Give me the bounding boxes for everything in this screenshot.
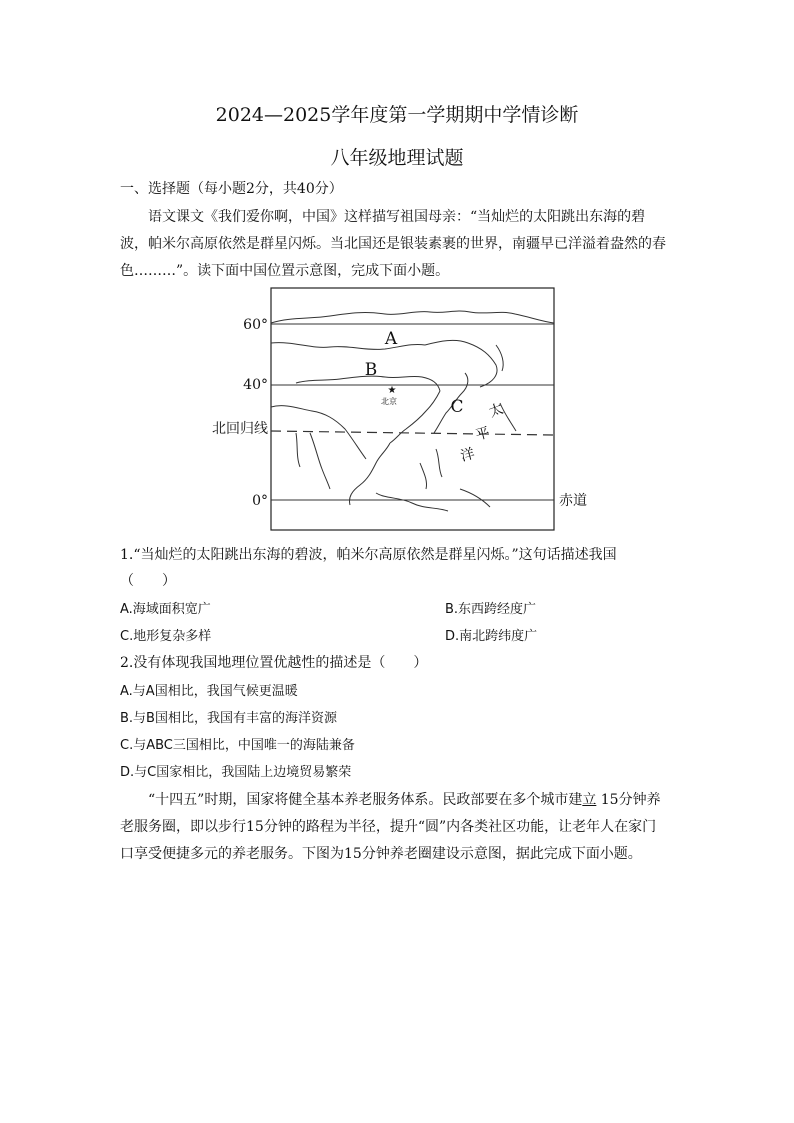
section-heading: 一、选择题（每小题2分，共40分） xyxy=(120,181,343,197)
q1-blank: （ ） xyxy=(120,573,176,589)
passage2-line1-underlined: 立 xyxy=(582,792,597,808)
capital-star-icon: ★ xyxy=(387,385,397,396)
region-c-label: C xyxy=(450,397,464,417)
passage1-line3: 色………”。读下面中国位置示意图，完成下面小题。 xyxy=(120,263,450,279)
ocean-label-1: 太 xyxy=(486,400,506,421)
passage1-line1: 语文课文《我们爱你啊，中国》这样描写祖国母亲：“当灿烂的太阳跳出东海的碧 xyxy=(148,209,646,225)
q2-option-d[interactable]: D.与C国家相比，我国陆上边境贸易繁荣 xyxy=(120,765,352,780)
passage2-line1 xyxy=(148,789,661,809)
ocean-label-2: 平 xyxy=(473,424,492,444)
q2-stem: 2.没有体现我国地理位置优越性的描述是（ ） xyxy=(120,655,428,671)
q2-option-b[interactable]: B.与B国相比，我国有丰富的海洋资源 xyxy=(120,711,337,726)
region-b-label: B xyxy=(364,360,378,380)
tropic-label: 北回归线 xyxy=(212,421,268,437)
lat-0-label: 0° xyxy=(252,493,268,509)
passage2-line3: 口享受便捷多元的养老服务。下图为15分钟养老圈建设示意图，据此完成下面小题。 xyxy=(120,846,642,862)
capital-label: 北京 xyxy=(381,397,397,406)
equator-label: 赤道 xyxy=(559,493,587,509)
ocean-label-3: 洋 xyxy=(458,445,477,465)
lat-40-label: 40° xyxy=(243,377,268,393)
passage2-line2: 老服务圈，即以步行15分钟的路程为半径，提升“圆”内各类社区功能，让老年人在家门 xyxy=(120,819,657,835)
passage2-line1-pre: “十四五”时期，国家将健全基本养老服务体系。民政部要在多个城市建 xyxy=(148,792,583,808)
q1-option-b[interactable]: B.东西跨经度广 xyxy=(445,602,537,617)
q1-option-a[interactable]: A.海域面积宽广 xyxy=(120,602,211,617)
region-a-label: A xyxy=(384,329,398,349)
q2-option-a[interactable]: A.与A国相比，我国气候更温暖 xyxy=(120,684,298,699)
passage1-line2: 波，帕米尔高原依然是群星闪烁。当北国还是银装素裹的世界，南疆早已洋溢着盎然的春 xyxy=(120,236,666,252)
q1-option-c[interactable]: C.地形复杂多样 xyxy=(120,629,212,644)
exam-title: 2024—2025学年度第一学期期中学情诊断 xyxy=(215,104,579,126)
q1-option-d[interactable]: D.南北跨纬度广 xyxy=(445,629,538,644)
q2-option-c[interactable]: C.与ABC三国相比，中国唯一的海陆兼备 xyxy=(120,738,355,753)
q1-stem: 1.“当灿烂的太阳跳出东海的碧波，帕米尔高原依然是群星闪烁。”这句话描述我国 xyxy=(120,547,617,563)
lat-60-label: 60° xyxy=(243,317,268,333)
exam-subtitle: 八年级地理试题 xyxy=(330,147,464,169)
china-location-map xyxy=(200,283,587,533)
passage2-line1-post: 15分钟养 xyxy=(596,792,661,808)
